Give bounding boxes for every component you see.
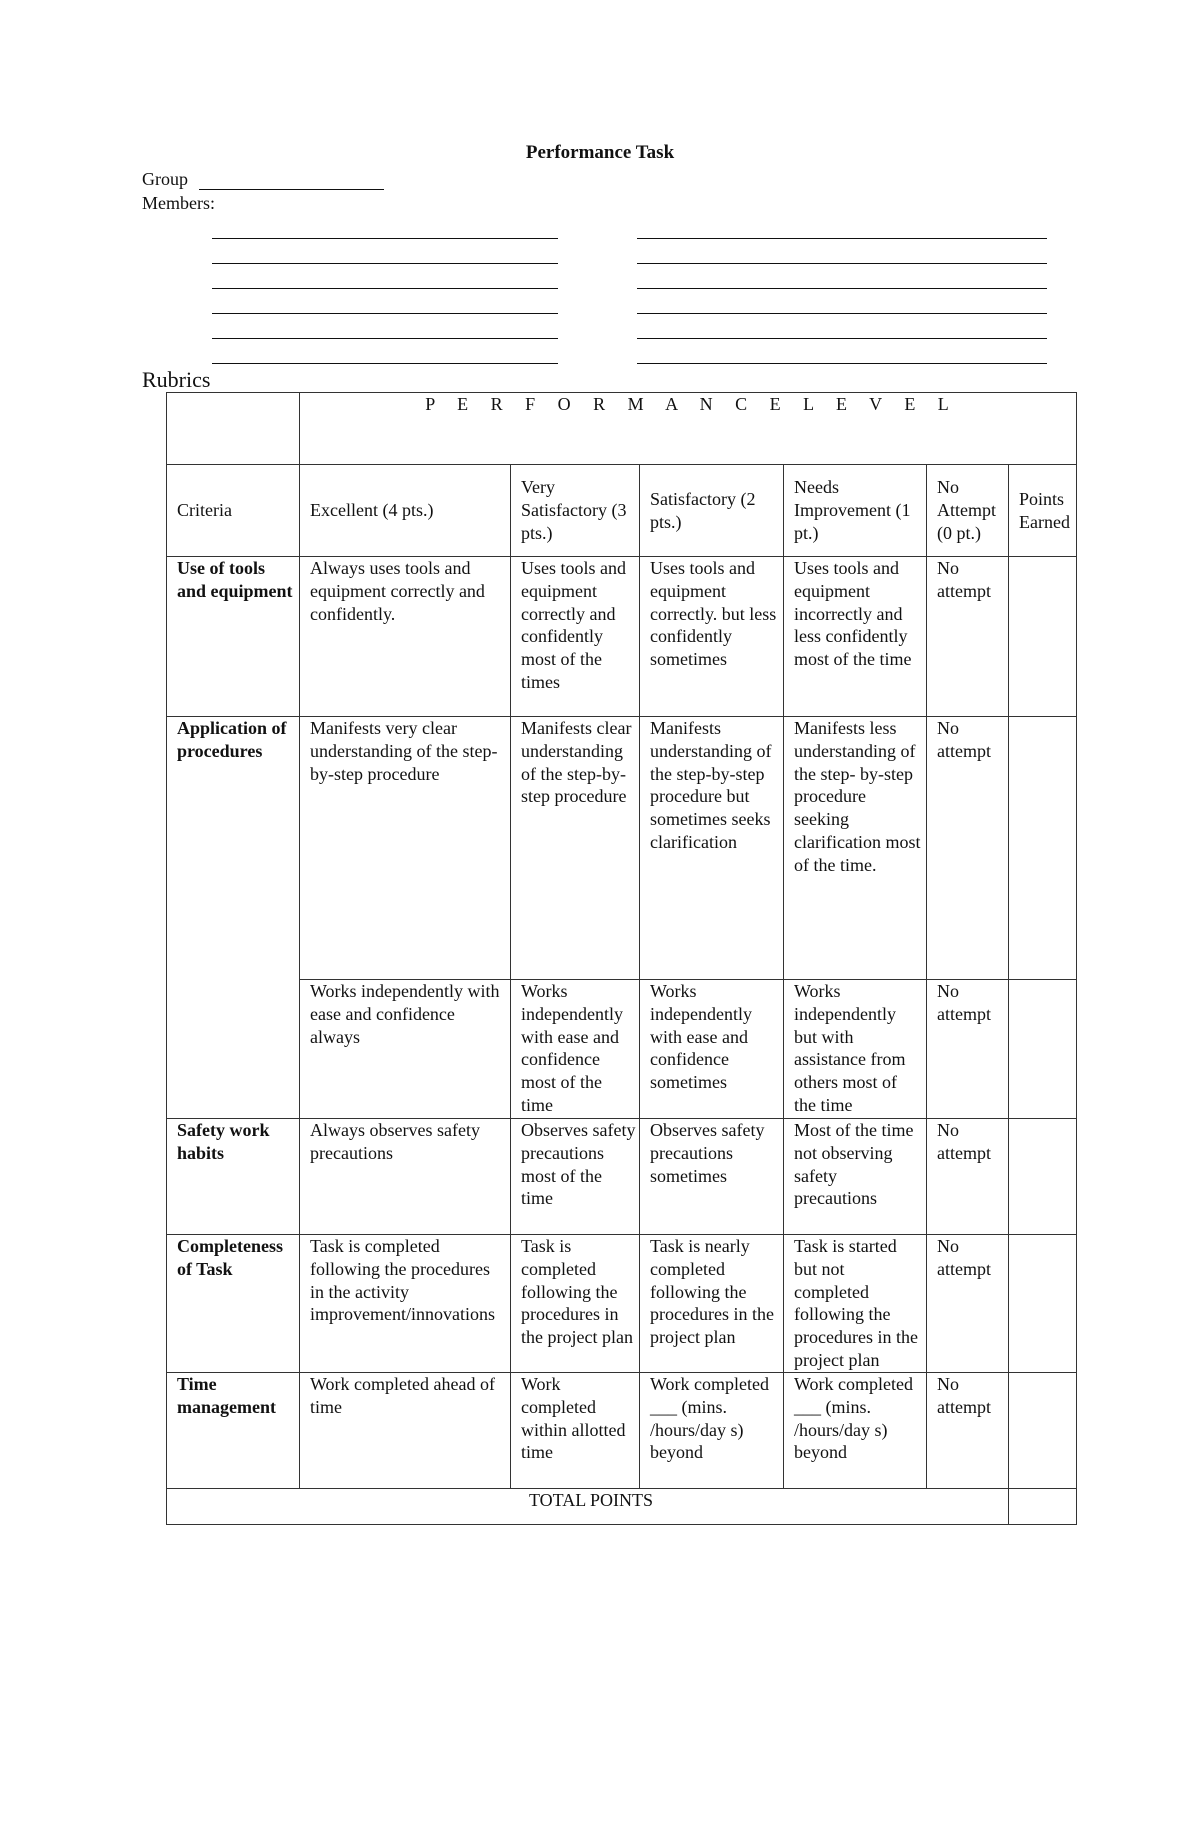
excellent-cell: Work completed ahead of time <box>300 1373 511 1489</box>
very-satisfactory-cell: Uses tools and equipment correctly and confidently most of the times <box>511 557 640 717</box>
no-attempt-cell: No attempt <box>927 1373 1009 1489</box>
header-points-earned: Points Earned <box>1009 465 1077 557</box>
member-line[interactable] <box>212 363 558 364</box>
member-line[interactable] <box>637 338 1047 339</box>
excellent-cell: Always observes safety precautions <box>300 1119 511 1235</box>
header-very-satisfactory: Very Satisfactory (3 pts.) <box>511 465 640 557</box>
total-points-label: TOTAL POINTS <box>167 1489 1009 1525</box>
needs-improvement-cell: Manifests less understanding of the step- by-step procedure seeking clarification most of the time. <box>784 717 927 980</box>
member-line[interactable] <box>637 313 1047 314</box>
satisfactory-cell: Task is nearly completed following the procedures in the project plan <box>640 1235 784 1373</box>
excellent-cell: Always uses tools and equipment correctly and confidently. <box>300 557 511 717</box>
member-line[interactable] <box>637 288 1047 289</box>
header-satisfactory: Satisfactory (2 pts.) <box>640 465 784 557</box>
excellent-cell: Task is completed following the procedures in the activity improvement/innovations <box>300 1235 511 1373</box>
total-points-cell[interactable] <box>1009 1489 1077 1525</box>
excellent-cell: Works independently with ease and confidence always <box>300 980 511 1119</box>
criteria-cell: Application of procedures <box>167 717 300 1119</box>
no-attempt-cell: No attempt <box>927 717 1009 980</box>
member-line[interactable] <box>212 288 558 289</box>
table-row <box>167 980 1077 1119</box>
member-line[interactable] <box>212 238 558 239</box>
points-earned-cell[interactable] <box>1009 980 1077 1119</box>
group-blank-line[interactable] <box>199 171 384 190</box>
member-line[interactable] <box>637 263 1047 264</box>
group-label: Group <box>142 169 188 189</box>
header-no-attempt: No Attempt (0 pt.) <box>927 465 1009 557</box>
satisfactory-cell: Work completed ___ (mins. /hours/day s) beyond <box>640 1373 784 1489</box>
table-row <box>167 1373 1077 1489</box>
points-earned-cell[interactable] <box>1009 1373 1077 1489</box>
criteria-cell: Completeness of Task <box>167 1235 300 1373</box>
very-satisfactory-cell: Work completed within allotted time <box>511 1373 640 1489</box>
member-line[interactable] <box>212 313 558 314</box>
performance-level-header: P E R F O R M A N C E L E V E L <box>300 393 1077 465</box>
document-title: Performance Task <box>525 142 675 163</box>
very-satisfactory-cell: Observes safety precautions most of the time <box>511 1119 640 1235</box>
points-earned-cell[interactable] <box>1009 557 1077 717</box>
excellent-cell: Manifests very clear understanding of the step- by-step procedure <box>300 717 511 980</box>
satisfactory-cell: Observes safety precautions sometimes <box>640 1119 784 1235</box>
header-criteria: Criteria <box>167 465 300 557</box>
no-attempt-cell: No attempt <box>927 1235 1009 1373</box>
members-label: Members: <box>142 193 215 213</box>
points-earned-cell[interactable] <box>1009 1119 1077 1235</box>
criteria-cell: Safety work habits <box>167 1119 300 1235</box>
no-attempt-cell: No attempt <box>927 980 1009 1119</box>
table-row <box>167 717 1077 980</box>
rubric-table <box>166 392 1077 1525</box>
header-excellent: Excellent (4 pts.) <box>300 465 511 557</box>
very-satisfactory-cell: Manifests clear understanding of the step-by-step procedure <box>511 717 640 980</box>
no-attempt-cell: No attempt <box>927 1119 1009 1235</box>
member-line[interactable] <box>637 363 1047 364</box>
member-line[interactable] <box>212 338 558 339</box>
very-satisfactory-cell: Task is completed following the procedures in the project plan <box>511 1235 640 1373</box>
satisfactory-cell: Manifests understanding of the step-by-step procedure but sometimes seeks clarification <box>640 717 784 980</box>
needs-improvement-cell: Works independently but with assistance from others most of the time <box>784 980 927 1119</box>
table-row <box>167 1119 1077 1235</box>
criteria-cell: Time management <box>167 1373 300 1489</box>
criteria-cell: Use of tools and equipment <box>167 557 300 717</box>
rubrics-heading: Rubrics <box>142 367 211 392</box>
no-attempt-cell: No attempt <box>927 557 1009 717</box>
group-field[interactable] <box>142 169 384 190</box>
header-needs-improvement: Needs Improvement (1 pt.) <box>784 465 927 557</box>
table-row <box>167 1235 1077 1373</box>
satisfactory-cell: Uses tools and equipment correctly. but less confidently sometimes <box>640 557 784 717</box>
member-line[interactable] <box>637 238 1047 239</box>
needs-improvement-cell: Uses tools and equipment incorrectly and less confidently most of the time <box>784 557 927 717</box>
needs-improvement-cell: Most of the time not observing safety precautions <box>784 1119 927 1235</box>
very-satisfactory-cell: Works independently with ease and confidence most of the time <box>511 980 640 1119</box>
blank-corner-cell <box>167 393 300 465</box>
points-earned-cell[interactable] <box>1009 1235 1077 1373</box>
member-line[interactable] <box>212 263 558 264</box>
satisfactory-cell: Works independently with ease and confidence sometimes <box>640 980 784 1119</box>
points-earned-cell[interactable] <box>1009 717 1077 980</box>
needs-improvement-cell: Task is started but not completed following the procedures in the project plan <box>784 1235 927 1373</box>
needs-improvement-cell: Work completed ___ (mins. /hours/day s) beyond <box>784 1373 927 1489</box>
table-row <box>167 557 1077 717</box>
